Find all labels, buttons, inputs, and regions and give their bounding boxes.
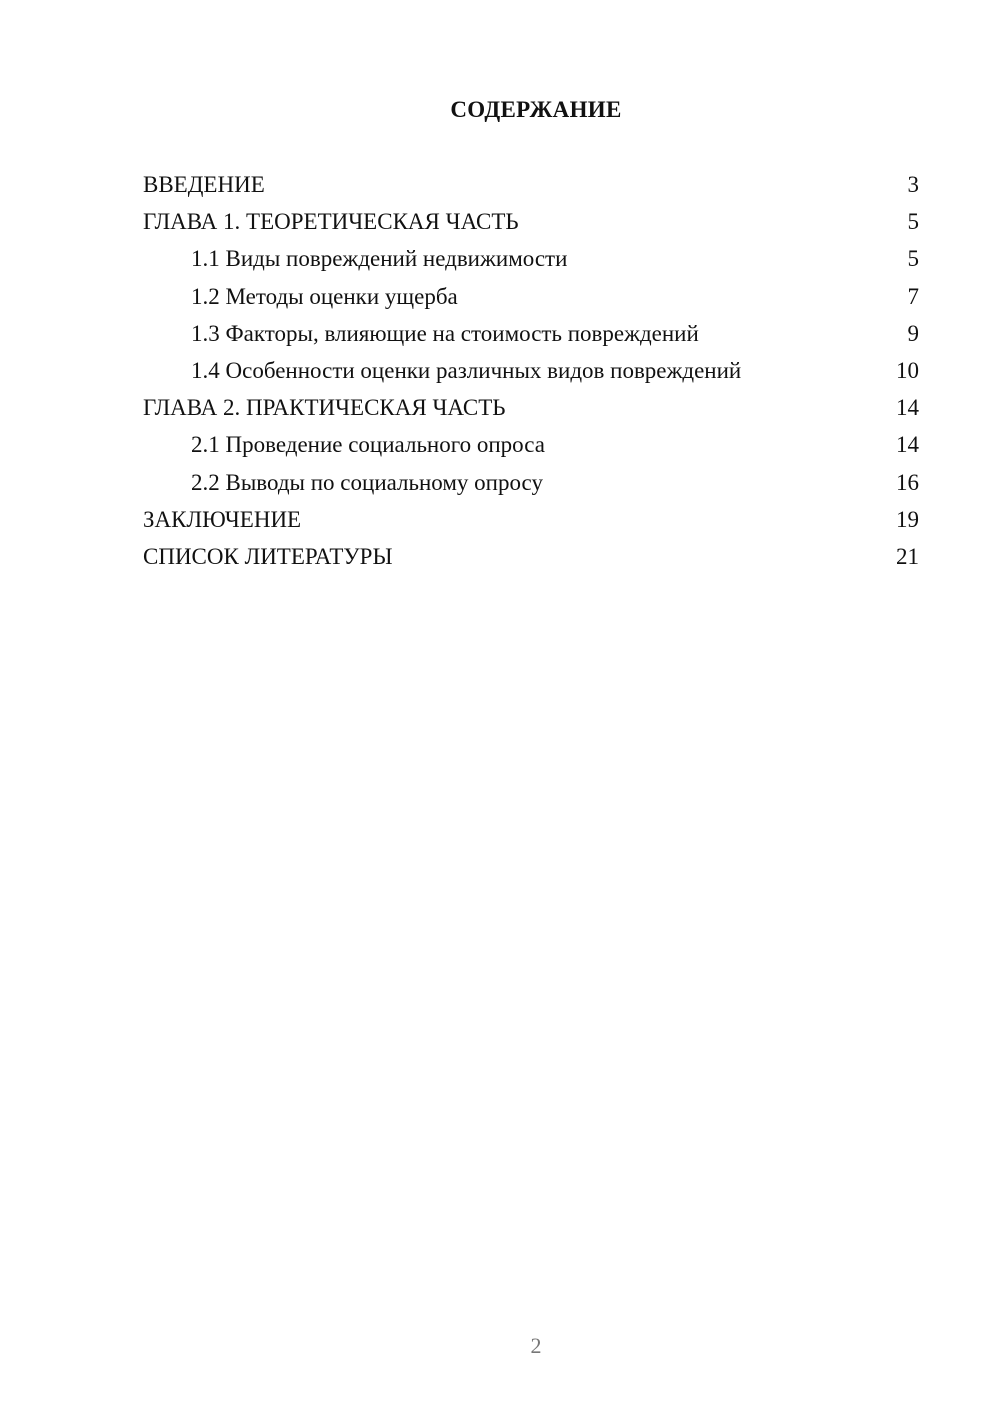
toc-entry-section-1-2[interactable]	[143, 281, 919, 318]
toc-entry-page: 16	[896, 469, 919, 495]
toc-entry-section-1-3[interactable]	[143, 318, 919, 355]
toc-entry-label: ГЛАВА 2. ПРАКТИЧЕСКАЯ ЧАСТЬ	[143, 395, 506, 421]
toc-entry-chapter-1[interactable]	[143, 206, 919, 243]
page-title: СОДЕРЖАНИЕ	[450, 97, 622, 122]
toc-entry-section-1-1[interactable]	[143, 243, 919, 280]
toc-entry-section-2-2[interactable]	[143, 467, 919, 504]
toc-entry-page: 5	[907, 246, 919, 272]
toc-entry-references[interactable]	[143, 541, 919, 578]
toc-entry-label: СПИСОК ЛИТЕРАТУРЫ	[143, 543, 393, 569]
toc-entry-conclusion[interactable]	[143, 504, 919, 541]
toc-entry-label: 1.1 Виды повреждений недвижимости	[191, 246, 568, 272]
toc-entry-page: 14	[896, 432, 919, 458]
toc-entry-section-1-4[interactable]	[143, 355, 919, 392]
toc-entry-label: 1.4 Особенности оценки различных видов повреждений	[191, 357, 742, 383]
toc-entry-page: 14	[896, 395, 919, 421]
toc-entry-label: 2.2 Выводы по социальному опросу	[191, 469, 543, 495]
toc-entry-page: 5	[907, 209, 919, 235]
toc-entry-section-2-1[interactable]	[143, 429, 919, 466]
toc-entry-introduction[interactable]	[143, 169, 919, 206]
toc-entry-label: 2.1 Проведение социального опроса	[191, 432, 545, 458]
toc-entry-label: ГЛАВА 1. ТЕОРЕТИЧЕСКАЯ ЧАСТЬ	[143, 209, 519, 235]
toc-entry-page: 9	[907, 320, 919, 346]
toc-entry-page: 10	[896, 357, 919, 383]
toc-entry-chapter-2[interactable]	[143, 392, 919, 429]
toc-entry-label: 1.2 Методы оценки ущерба	[191, 283, 458, 309]
toc-entry-label: 1.3 Факторы, влияющие на стоимость повреждений	[191, 320, 699, 346]
toc-entry-label: ВВЕДЕНИЕ	[143, 172, 265, 197]
toc-entry-page: 3	[907, 172, 919, 197]
toc-entry-page: 21	[896, 543, 919, 569]
table-of-contents	[143, 169, 919, 578]
page-number: 2	[530, 1333, 542, 1358]
toc-entry-page: 7	[907, 283, 919, 309]
toc-entry-label: ЗАКЛЮЧЕНИЕ	[143, 506, 302, 532]
toc-entry-page: 19	[896, 506, 919, 532]
